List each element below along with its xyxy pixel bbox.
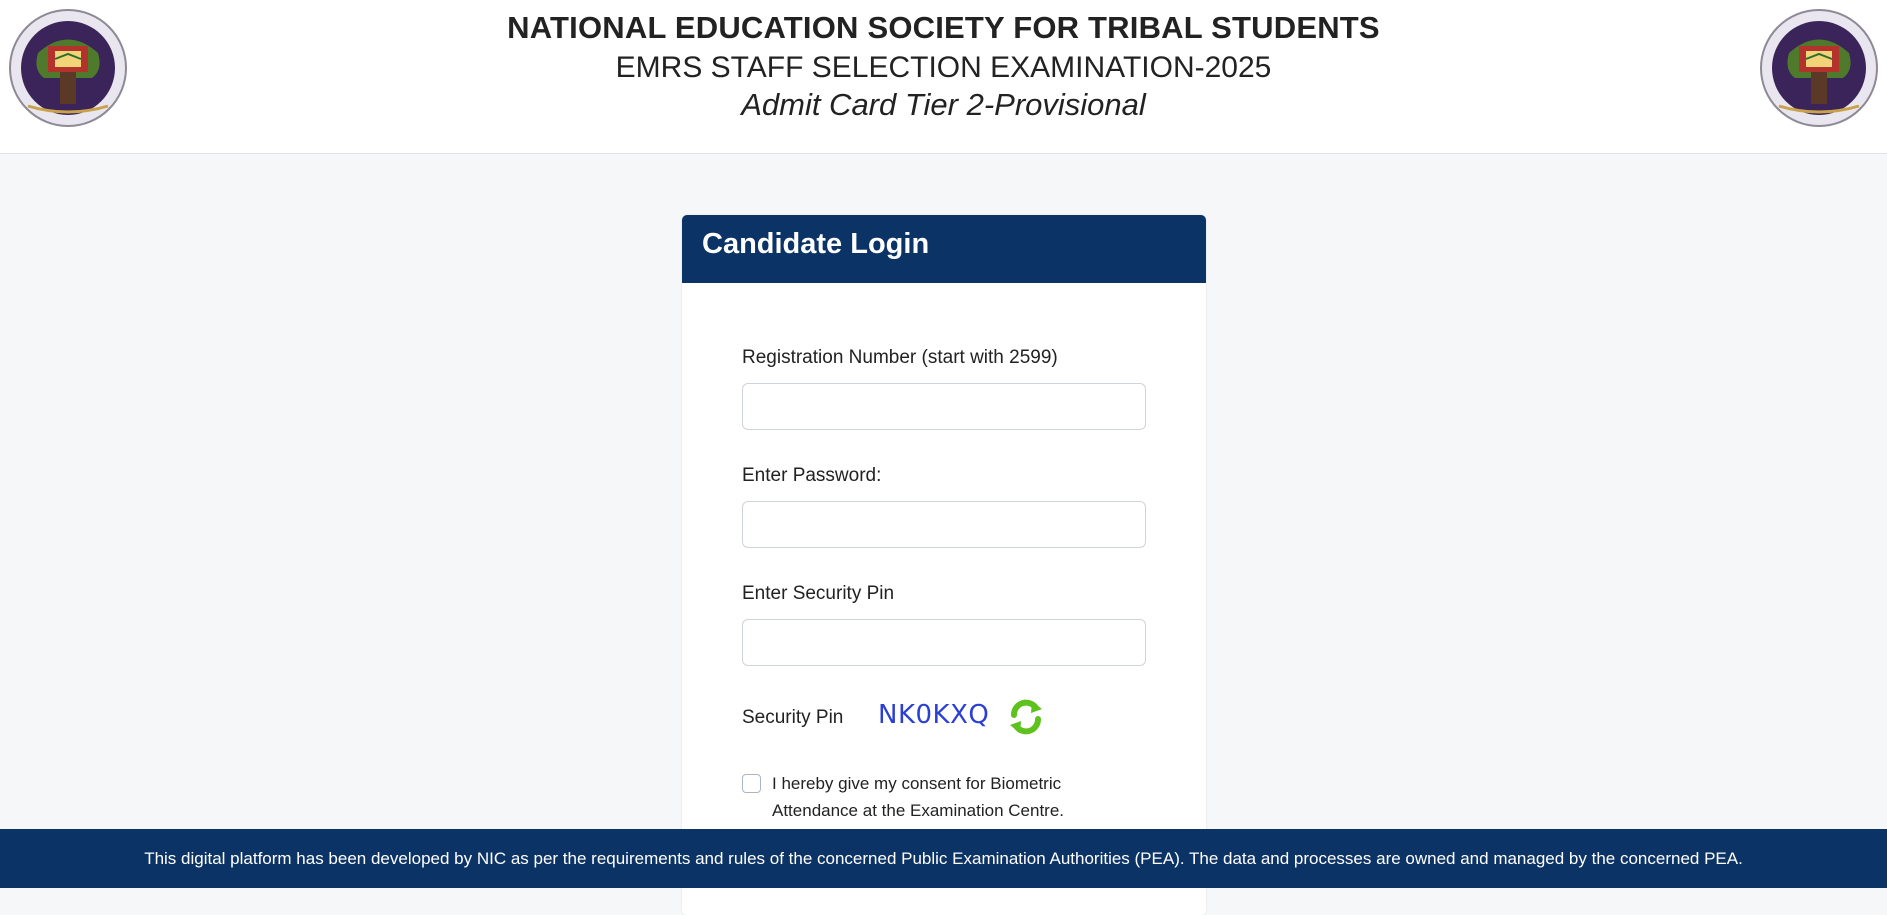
registration-number-input[interactable] — [742, 383, 1146, 430]
login-card-heading: Candidate Login — [682, 215, 1206, 283]
candidate-login-card — [682, 215, 1206, 915]
security-pin-input-label: Enter Security Pin — [742, 583, 895, 604]
biometric-consent-checkbox[interactable] — [742, 774, 761, 793]
security-pin-input[interactable] — [742, 619, 1146, 666]
biometric-consent-text: I hereby give my consent for Biometric Attendance at the Examination Centre. — [772, 774, 1065, 820]
security-pin-label: Security Pin — [742, 707, 844, 728]
registration-number-label: Registration Number (start with 2599) — [742, 347, 1058, 368]
page-header — [0, 0, 1887, 154]
exam-title: EMRS STAFF SELECTION EXAMINATION-2025 — [615, 51, 1272, 84]
organization-title: NATIONAL EDUCATION SOCIETY FOR TRIBAL STUDENTS — [507, 10, 1380, 45]
captcha-code: NK0KXQ — [878, 700, 990, 730]
password-input[interactable] — [742, 501, 1146, 548]
page-footer: This digital platform has been developed by NIC as per the requirements and rules of the concerned Public Examination Authorities (PEA). The data and processes are owned and managed by the concerned PEA. — [0, 829, 1887, 888]
refresh-icon[interactable] — [1006, 697, 1046, 737]
password-label: Enter Password: — [742, 465, 882, 486]
admit-card-subtitle: Admit Card Tier 2-Provisional — [741, 87, 1146, 122]
